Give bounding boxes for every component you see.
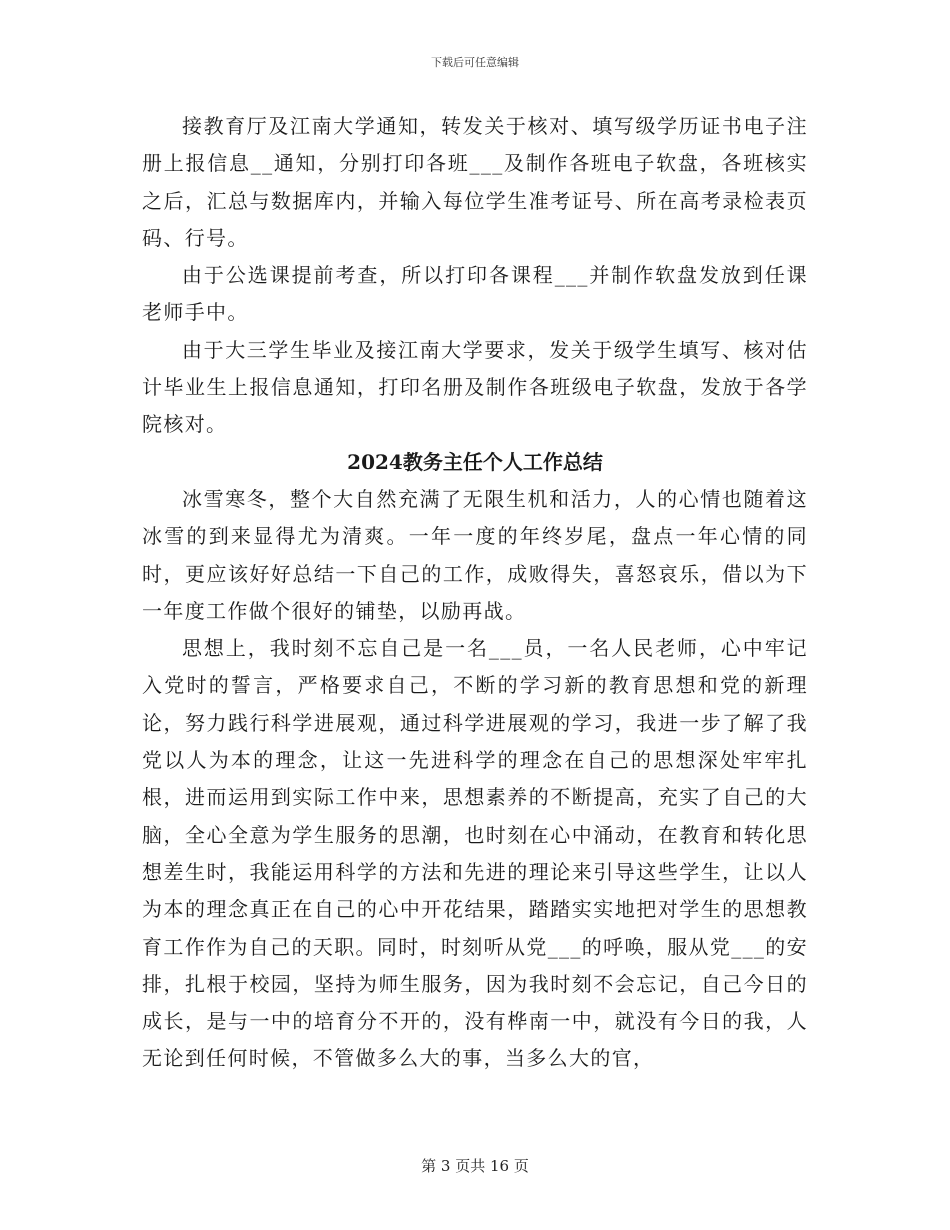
paragraph: 冰雪寒冬，整个大自然充满了无限生机和活力，人的心情也随着这冰雪的到来显得尤为清爽。一年一度的年终岁尾，盘点一年心情的同时，更应该好好总结一下自己的工作，成败得失，喜怒哀乐，借以为下一年度工作做个很好的铺垫，以励再战。 xyxy=(142,486,808,623)
paragraph: 由于公选课提前考查，所以打印各课程___并制作软盘发放到任课老师手中。 xyxy=(142,263,808,325)
paragraph: 思想上，我时刻不忘自己是一名___员，一名人民老师，心中牢记入党时的誓言，严格要求自己，不断的学习新的教育思想和党的新理论，努力践行科学进展观，通过科学进展观的学习，我进一步了解了我党以人为本的理念，让这一先进科学的理念在自己的思想深处牢牢扎根，进而运用到实际工作中来，思想素养的不断提高，充实了自己的大脑，全心全意为学生服务的思潮，也时刻在心中涌动，在教育和转化思想差生时，我能运用科学的方法和先进的理论来引导这些学生，让以人为本的理念真正在自己的心中开花结果，踏踏实实地把对学生的思想教育工作作为自己的天职。同时，时刻听从党___的呼唤，服从党___的安排，扎根于校园，坚持为师生服务，因为我时刻不会忘记，自己今日的成长，是与一中的培育分不开的，没有桦南一中，就没有今日的我，人无论到任何时候，不管做多么大的事，当多么大的官， xyxy=(142,636,808,1071)
document-body xyxy=(142,108,808,1078)
paragraph: 由于大三学生毕业及接江南大学要求，发关于级学生填写、核对估计毕业生上报信息通知，打印名册及制作各班级电子软盘，发放于各学院核对。 xyxy=(142,337,808,437)
page-footer: 第 3 页共 16 页 xyxy=(421,1157,529,1175)
paragraph: 接教育厅及江南大学通知，转发关于核对、填写级学历证书电子注册上报信息__通知，分别打印各班___及制作各班电子软盘，各班核实之后，汇总与数据库内，并输入每位学生准考证号、所在高考录检表页码、行号。 xyxy=(142,114,808,250)
page-header-note: 下载后可任意编辑 xyxy=(431,56,519,69)
section-title: 2024教务主任个人工作总结 xyxy=(347,449,603,474)
